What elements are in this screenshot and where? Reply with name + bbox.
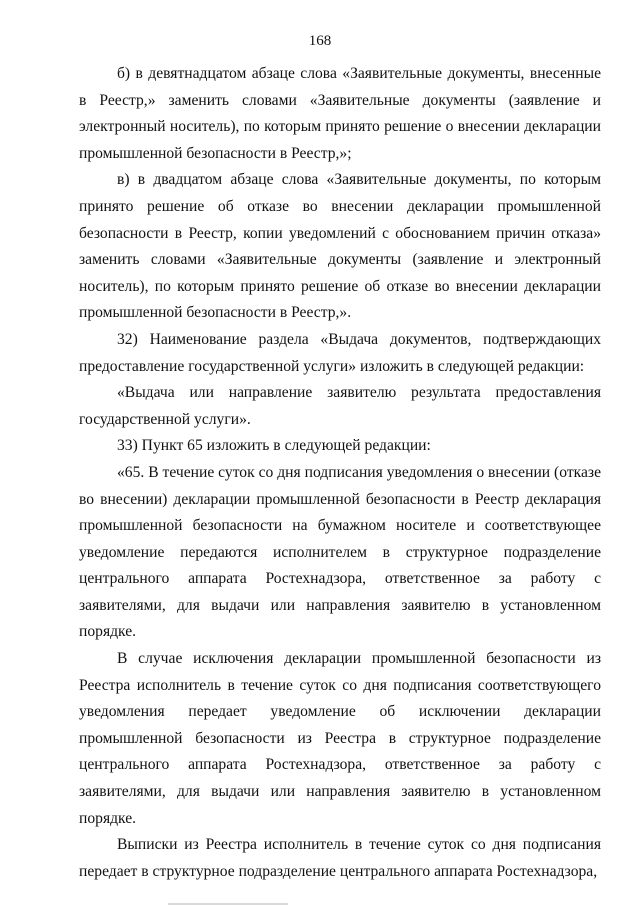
paragraph-item-v: в) в двадцатом абзаце слова «Заявительные документы, по которым принято решение об отказе во внесении декларации промышленной безопасности в Реестр, копии уведомлений с обоснованием причин отказа» заменить словами «Заявительные документы (заявление и электронный носитель), по которым принято решение об отказе во внесении декларации промышленной безопасности в Реестр,». <box>79 171 601 322</box>
paragraph-registry-extracts: Выписки из Реестра исполнитель в течение суток со дня подписания передает в структурное подразделение центрального аппарата Ростехнадзора, <box>79 836 601 880</box>
paragraph-item-b: б) в девятнадцатом абзаце слова «Заявительные документы, внесенные в Реестр,» заменить словами «Заявительные документы (заявление и электронный носитель), по которым принято решение о внесении декларации промышленной безопасности в Реестр,»; <box>79 65 601 162</box>
paragraph-exclusion-case: В случае исключения декларации промышленной безопасности из Реестра исполнитель в течение суток со дня подписания соответствующего уведомления передает уведомление об исключении декларации промышленной безопасности из Реестра в структурное подразделение центрального аппарата Ростехнадзора, ответственное за работу с заявителями, для выдачи или направления заявителю в установленном порядке. <box>79 650 601 827</box>
paragraph-section-title-quote: «Выдача или направление заявителю результата предоставления государственной услуги». <box>79 384 601 428</box>
document-body <box>79 61 601 885</box>
paragraph-clause-65: «65. В течение суток со дня подписания уведомления о внесении (отказе во внесении) декларации промышленной безопасности в Реестр декларация промышленной безопасности на бумажном носителе и соответствующее уведомление передаются исполнителем в структурное подразделение центрального аппарата Ростехнадзора, ответственное за работу с заявителями, для выдачи или направления заявителю в установленном порядке. <box>79 463 601 641</box>
paragraph-item-32: 32) Наименование раздела «Выдача документов, подтверждающих предоставление государственной услуги» изложить в следующей редакции: <box>79 330 601 375</box>
paragraph-item-33: 33) Пункт 65 изложить в следующей редакции: <box>117 437 431 455</box>
page-number: 168 <box>308 33 332 49</box>
